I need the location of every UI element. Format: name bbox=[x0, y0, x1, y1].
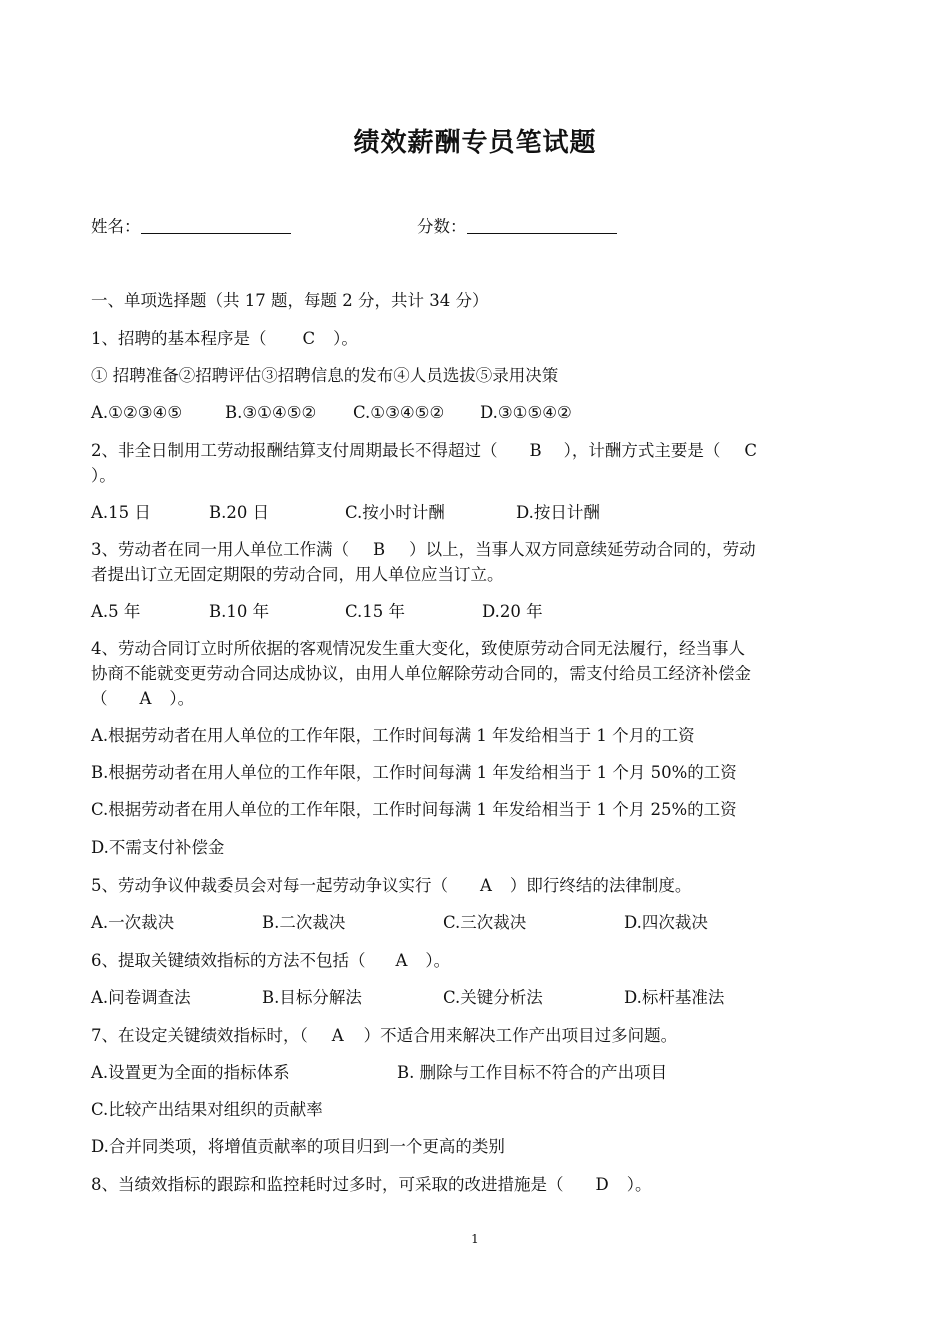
question-6-end: ）。 bbox=[425, 951, 451, 970]
question-2-text-mid: ），计酬方式主要是（ bbox=[563, 441, 721, 460]
question-6 bbox=[91, 948, 859, 974]
option-b: B.目标分解法 bbox=[262, 988, 362, 1007]
question-2-end: ）。 bbox=[91, 466, 116, 485]
option-b: B. 删除与工作目标不符合的产出项目 bbox=[397, 1063, 668, 1082]
question-6-text: 6、提取关键绩效指标的方法不包括（ bbox=[91, 951, 366, 970]
option-b: B.根据劳动者在用人单位的工作年限，工作时间每满 1 年发给相当于 1 个月 50%的工资 bbox=[91, 763, 737, 782]
question-4-open: （ bbox=[91, 689, 108, 708]
question-7-text-end: ）不适合用来解决工作产出项目过多问题。 bbox=[363, 1026, 678, 1045]
question-8-end: ）。 bbox=[626, 1175, 652, 1194]
page-number: 1 bbox=[471, 1232, 479, 1246]
question-5-text: 5、劳动争议仲裁委员会对每一起劳动争议实行（ bbox=[91, 876, 448, 895]
question-5-answer: A bbox=[480, 876, 492, 895]
question-1-items: ① 招聘准备②招聘评估③招聘信息的发布④人员选拔⑤录用决策 bbox=[91, 366, 559, 385]
score-blank[interactable] bbox=[467, 215, 617, 234]
question-5-text-end: ）即行终结的法律制度。 bbox=[509, 876, 692, 895]
question-4-end: ）。 bbox=[169, 689, 195, 708]
document-title: 绩效薪酬专员笔试题 bbox=[353, 128, 597, 158]
option-d: D.20 年 bbox=[482, 602, 543, 621]
header-fields bbox=[91, 214, 859, 240]
question-4-line-1: 4、劳动合同订立时所依据的客观情况发生重大变化，致使原劳动合同无法履行，经当事人 bbox=[91, 639, 745, 658]
option-a: A.①②③④⑤ bbox=[91, 403, 183, 422]
question-1-answer: C bbox=[302, 329, 316, 348]
question-1 bbox=[91, 326, 859, 352]
question-4-line-2: 协商不能就变更劳动合同达成协议，由用人单位解除劳动合同的，需支付给员工经济补偿金 bbox=[91, 664, 751, 683]
question-6-answer: A bbox=[395, 951, 408, 970]
option-c: C.关键分析法 bbox=[443, 988, 543, 1007]
option-a: A.根据劳动者在用人单位的工作年限，工作时间每满 1 年发给相当于 1 个月的工资 bbox=[91, 726, 695, 745]
name-label: 姓名： bbox=[91, 217, 141, 236]
question-8-text: 8、当绩效指标的跟踪和监控耗时过多时，可采取的改进措施是（ bbox=[91, 1175, 564, 1194]
question-1-text: 1、招聘的基本程序是（ bbox=[91, 329, 267, 348]
option-c: C.三次裁决 bbox=[443, 913, 527, 932]
option-d: D.合并同类项，将增值贡献率的项目归到一个更高的类别 bbox=[91, 1137, 505, 1156]
question-4-answer: A bbox=[139, 689, 152, 708]
option-b: B.二次裁决 bbox=[262, 913, 346, 932]
question-2-text: 2、非全日制用工劳动报酬结算支付周期最长不得超过（ bbox=[91, 441, 498, 460]
question-2 bbox=[91, 438, 859, 464]
question-2-answer-1: B bbox=[529, 441, 542, 460]
option-a: A.5 年 bbox=[91, 602, 141, 621]
option-a: A.问卷调查法 bbox=[91, 988, 191, 1007]
question-3-text-end: ）以上，当事人双方同意续延劳动合同的，劳动 bbox=[409, 540, 756, 559]
question-3-text: 3、劳动者在同一用人单位工作满（ bbox=[91, 540, 349, 559]
option-d: D.按日计酬 bbox=[516, 503, 600, 522]
option-c: C.①③④⑤② bbox=[353, 403, 445, 422]
question-2-answer-2: C bbox=[744, 441, 758, 460]
option-b: B.③①④⑤② bbox=[225, 403, 317, 422]
question-7-answer: A bbox=[331, 1026, 344, 1045]
question-8 bbox=[91, 1172, 859, 1198]
score-label: 分数： bbox=[417, 217, 467, 236]
question-8-answer: D bbox=[595, 1175, 609, 1194]
score-field bbox=[417, 214, 617, 240]
section-heading: 一、单项选择题（共 17 题，每题 2 分，共计 34 分） bbox=[91, 291, 489, 310]
option-c: C.按小时计酬 bbox=[345, 503, 445, 522]
question-1-end: ）。 bbox=[333, 329, 358, 348]
question-5 bbox=[91, 873, 859, 899]
option-a: A.15 日 bbox=[91, 503, 151, 522]
option-d: D.不需支付补偿金 bbox=[91, 838, 225, 857]
question-3 bbox=[91, 537, 859, 563]
option-c: C.根据劳动者在用人单位的工作年限，工作时间每满 1 年发给相当于 1 个月 25%的工资 bbox=[91, 800, 737, 819]
question-7-text: 7、在设定关键绩效指标时，（ bbox=[91, 1026, 308, 1045]
option-a: A.设置更为全面的指标体系 bbox=[91, 1063, 290, 1082]
option-b: B.20 日 bbox=[209, 503, 270, 522]
name-blank[interactable] bbox=[141, 215, 291, 234]
option-d: D.四次裁决 bbox=[624, 913, 708, 932]
option-c: C.15 年 bbox=[345, 602, 406, 621]
option-d: D.③①⑤④② bbox=[480, 403, 572, 422]
option-d: D.标杆基准法 bbox=[624, 988, 725, 1007]
question-3-line-2: 者提出订立无固定期限的劳动合同，用人单位应当订立。 bbox=[91, 565, 504, 584]
option-a: A.一次裁决 bbox=[91, 913, 175, 932]
question-7 bbox=[91, 1023, 859, 1049]
question-3-answer: B bbox=[373, 540, 386, 559]
question-4-line-3 bbox=[91, 686, 859, 712]
option-c: C.比较产出结果对组织的贡献率 bbox=[91, 1100, 323, 1119]
option-b: B.10 年 bbox=[209, 602, 270, 621]
